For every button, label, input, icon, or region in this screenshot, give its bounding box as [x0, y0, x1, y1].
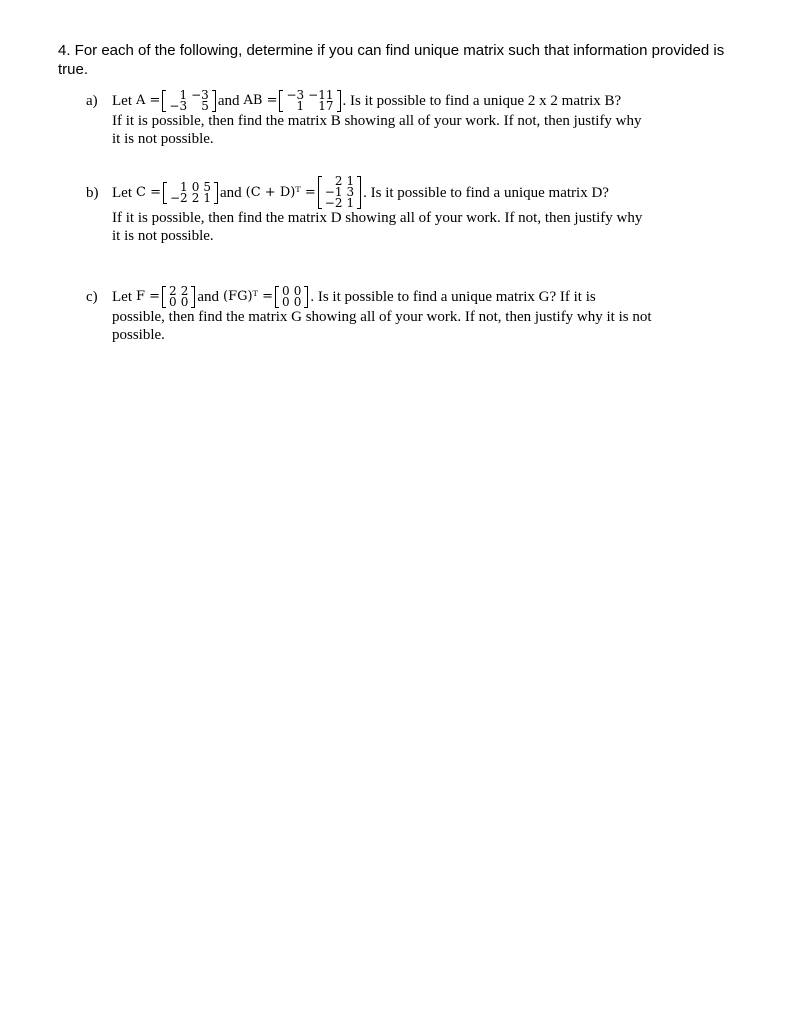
matrix-a-name: A = [136, 93, 161, 108]
matrix-cell: 1 [346, 196, 355, 210]
matrix-cell: 1 [346, 174, 355, 188]
part-c-statement [86, 286, 726, 308]
matrix-cell: 5 [203, 179, 211, 194]
matrix-cell: 17 [318, 99, 334, 113]
matrix-cell: 5 [201, 99, 209, 113]
matrix-cell: −2 [324, 196, 343, 210]
matrix-ab [279, 90, 340, 112]
matrix-cell: −2 [169, 190, 188, 205]
matrix-f [162, 286, 195, 308]
part-b-label: b) [86, 184, 99, 201]
and-text: and [197, 289, 219, 305]
part-a-label: a) [86, 93, 98, 109]
matrix-cell: 0 [293, 295, 302, 309]
matrix-cell: 2 [334, 174, 343, 188]
matrix-cell: 2 [180, 284, 189, 298]
matrix-cd-transpose [318, 176, 361, 209]
matrix-c [163, 179, 218, 205]
matrix-a [162, 90, 215, 112]
matrix-cell: 0 [293, 284, 302, 298]
let-text: Let [112, 93, 132, 109]
matrix-c-name: C = [136, 184, 161, 200]
matrix-cell: 1 [203, 190, 211, 205]
matrix-cd-transpose-name: (C + D)ᵀ = [245, 184, 316, 200]
part-a-line-2: If it is possible, then find the matrix B showing all of your work. If not, then justify why [112, 113, 642, 129]
matrix-cell: 1 [180, 179, 188, 194]
matrix-cell: 0 [191, 179, 200, 194]
let-text: Let [112, 184, 132, 201]
matrix-cell: −11 [308, 88, 334, 102]
matrix-cell: −3 [286, 88, 305, 102]
matrix-fg-transpose-name: (FG)ᵀ = [223, 289, 274, 304]
matrix-cell: 1 [296, 99, 305, 113]
part-a-line-3: it is not possible. [112, 131, 214, 147]
matrix-f-name: F = [136, 289, 161, 304]
part-c-label: c) [86, 289, 98, 305]
matrix-fg-transpose [275, 286, 308, 308]
and-text: and [219, 184, 242, 201]
part-b-line-2: If it is possible, then find the matrix D showing all of your work. If not, then justify why [112, 210, 643, 226]
part-b-line-3: it is not possible. [112, 228, 214, 244]
part-c-line-2: possible, then find the matrix G showing all of your work. If not, then justify why it is not [112, 309, 652, 325]
matrix-cell: 3 [346, 185, 355, 199]
matrix-cell: 0 [169, 295, 177, 309]
part-c-line-3: possible. [112, 327, 165, 343]
part-b-statement [86, 176, 726, 209]
part-b [86, 176, 726, 245]
and-text: and [217, 93, 240, 109]
matrix-cell: 2 [191, 190, 200, 205]
matrix-cell: 1 [179, 88, 188, 102]
part-b-question: . Is it possible to find a unique matrix D? [363, 184, 609, 201]
matrix-cell: 0 [282, 295, 290, 309]
question-heading: 4. For each of the following, determine if you can find unique matrix such that information provided is true. [58, 42, 725, 78]
part-a [86, 90, 726, 148]
matrix-cell: −3 [169, 99, 188, 113]
part-c-question: . Is it possible to find a unique matrix G? If it is [310, 289, 596, 305]
matrix-ab-name: AB = [243, 93, 278, 108]
let-text: Let [112, 289, 132, 305]
part-a-question: . Is it possible to find a unique 2 x 2 matrix B? [342, 93, 622, 109]
matrix-cell: −3 [191, 88, 209, 102]
matrix-cell: 2 [169, 284, 177, 298]
part-c [86, 286, 726, 344]
matrix-cell: −1 [324, 185, 343, 199]
part-a-statement [86, 90, 726, 112]
matrix-cell: 0 [282, 284, 290, 298]
matrix-cell: 0 [180, 295, 189, 309]
